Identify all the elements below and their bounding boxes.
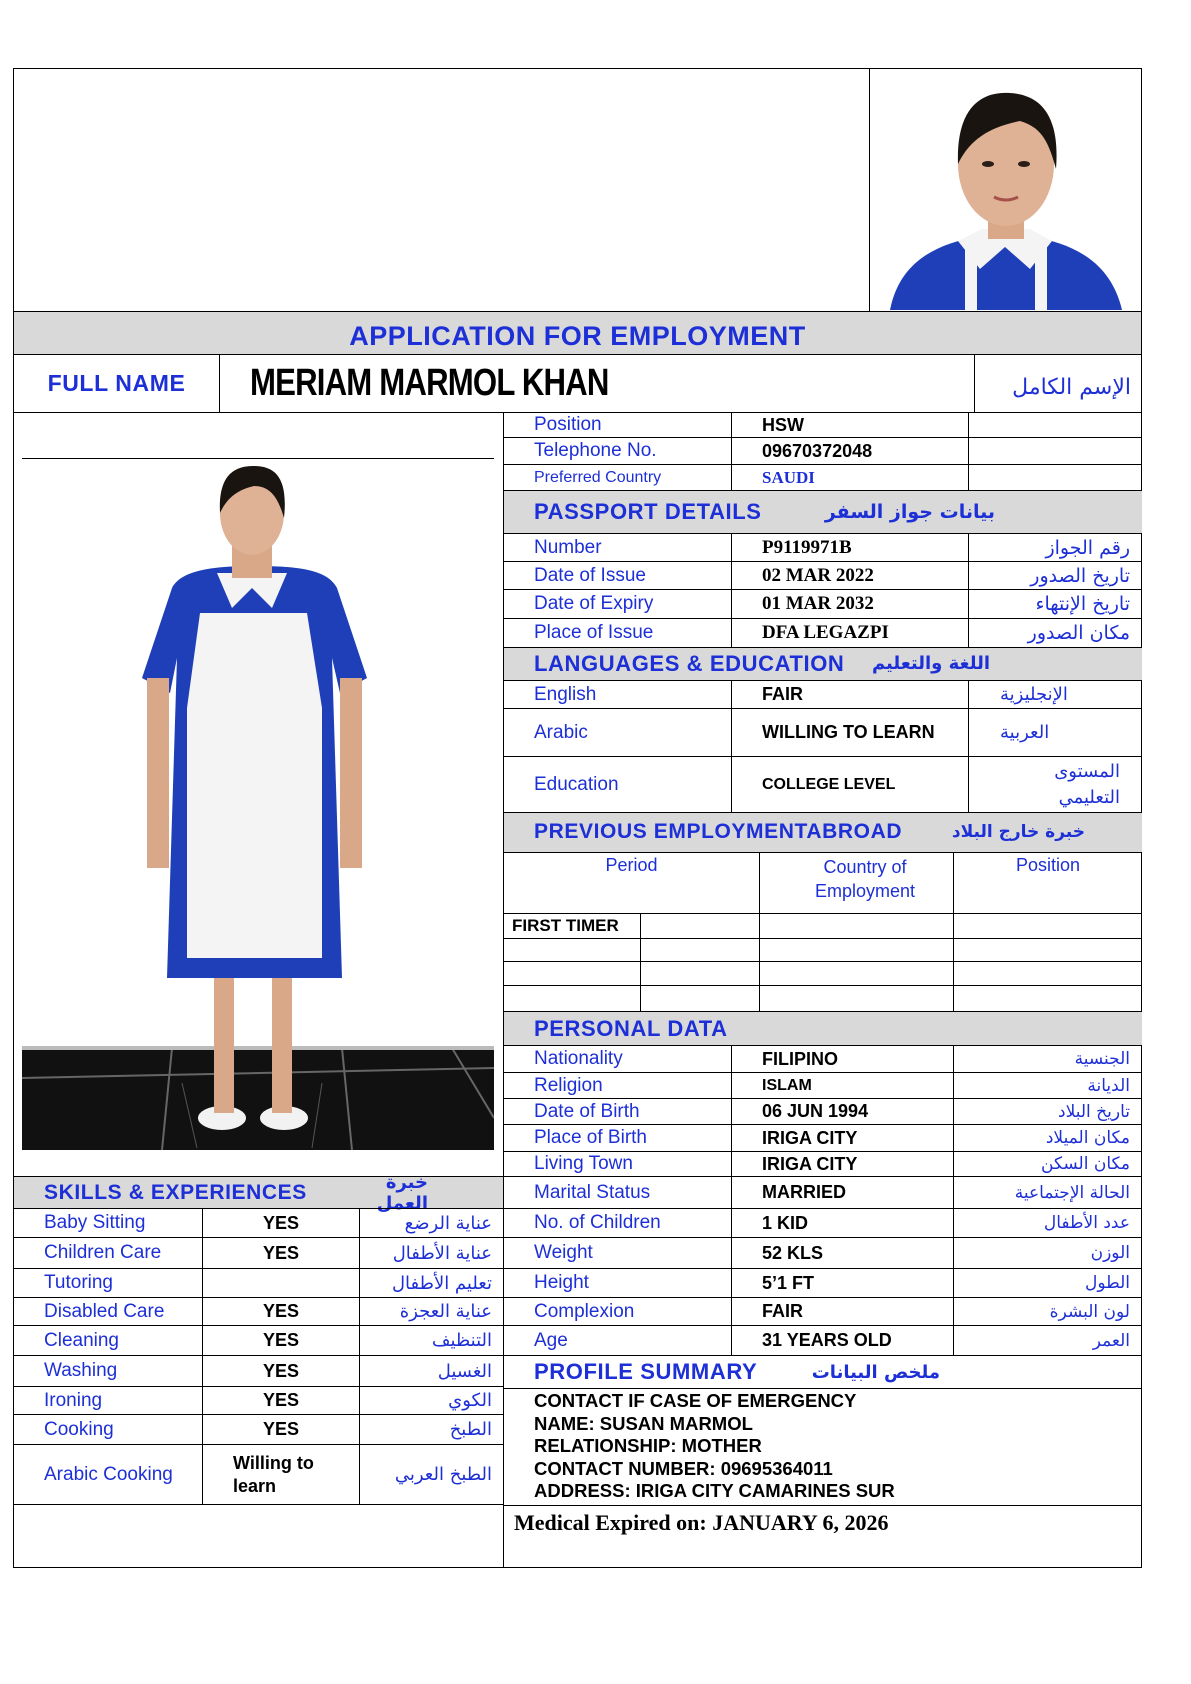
language-row-value: FAIR — [762, 684, 804, 704]
languages-title-ar: اللغة والتعليم — [871, 653, 990, 674]
personal-row-value: 31 YEARS OLD — [762, 1330, 892, 1350]
language-row-label: Education — [534, 773, 619, 795]
personal-row-label: Marital Status — [534, 1181, 651, 1203]
skill-row-ar: عناية الرضع — [404, 1212, 492, 1234]
skill-row-value: Willing to learn — [233, 1452, 314, 1496]
personal-row-ar: العمر — [1092, 1330, 1130, 1351]
skill-row-label: Baby Sitting — [44, 1212, 146, 1233]
full-body-photo — [22, 458, 494, 1150]
language-row-value: COLLEGE LEVEL — [762, 776, 896, 793]
photo-border — [22, 458, 494, 459]
personal-row-ar: مكان السكن — [1041, 1154, 1130, 1174]
personal-row-ar: لون البشرة — [1049, 1301, 1130, 1322]
personal-row-value: 1 KID — [762, 1212, 809, 1233]
passport-row-label: Place of Issue — [534, 622, 654, 643]
language-row-label: English — [534, 683, 597, 705]
personal-row-label: Height — [534, 1272, 589, 1293]
language-row-ar: الإنجليزية — [1000, 683, 1068, 705]
skill-row-ar: الطبخ — [449, 1419, 492, 1440]
passport-row-value: 01 MAR 2032 — [762, 593, 874, 614]
languages-title: LANGUAGES & EDUCATION — [534, 650, 845, 676]
col-country: Country of Employment — [814, 857, 916, 901]
preferred-country-label: Preferred Country — [534, 468, 662, 486]
skills-title: SKILLS & EXPERIENCES — [44, 1180, 307, 1204]
skill-row-value: YES — [262, 1419, 300, 1439]
col-position: Position — [1015, 855, 1081, 875]
skill-row-label: Cooking — [44, 1418, 114, 1440]
skill-row-ar: الغسيل — [437, 1360, 492, 1382]
passport-row-value: P9119971B — [762, 536, 852, 558]
employment-title: PREVIOUS EMPLOYMENTABROAD — [534, 820, 903, 843]
personal-row-value: 06 JUN 1994 — [762, 1101, 869, 1121]
passport-row-label: Date of Expiry — [534, 593, 654, 614]
skill-row-label: Arabic Cooking — [44, 1463, 173, 1485]
language-row-value: WILLING TO LEARN — [762, 722, 935, 742]
profile-line: NAME: SUSAN MARMOL — [534, 1412, 753, 1434]
skill-row-ar: الكوي — [448, 1390, 492, 1411]
personal-row-ar: تاريخ البلاد — [1058, 1101, 1130, 1122]
first-timer: FIRST TIMER — [512, 916, 619, 935]
personal-row-label: Date of Birth — [534, 1100, 640, 1122]
profile-title-ar: ملخص البيانات — [811, 1361, 940, 1383]
personal-row-label: No. of Children — [534, 1212, 661, 1233]
passport-row-ar: رقم الجواز — [1045, 536, 1130, 559]
skill-row-label: Cleaning — [44, 1329, 119, 1351]
passport-row-value: 02 MAR 2022 — [762, 564, 874, 586]
passport-row-label: Number — [534, 536, 602, 558]
profile-title: PROFILE SUMMARY — [534, 1359, 758, 1384]
passport-row-value: DFA LEGAZPI — [762, 622, 889, 643]
personal-row-ar: الجنسية — [1074, 1049, 1130, 1069]
form-title: APPLICATION FOR EMPLOYMENT — [14, 312, 1141, 354]
profile-line: CONTACT IF CASE OF EMERGENCY — [534, 1390, 857, 1411]
language-row-label: Arabic — [534, 721, 588, 743]
skill-row-ar: عناية الأطفال — [392, 1242, 492, 1264]
medical-expiry: Medical Expired on: JANUARY 6, 2026 — [514, 1510, 889, 1535]
personal-row-label: Complexion — [534, 1300, 635, 1322]
personal-row-ar: مكان الميلاد — [1045, 1128, 1130, 1148]
personal-row-label: Nationality — [534, 1048, 623, 1069]
skill-row-value: YES — [262, 1212, 300, 1233]
skill-row-ar: عناية العجزة — [399, 1301, 492, 1322]
passport-row-ar: تاريخ الإنتهاء — [1035, 593, 1130, 615]
skills-title-ar: خبرة العمل — [376, 1171, 428, 1214]
personal-row-label: Place of Birth — [534, 1127, 647, 1148]
personal-row-value: IRIGA CITY — [762, 1127, 858, 1148]
col-period: Period — [605, 855, 658, 875]
personal-row-ar: عدد الأطفال — [1043, 1213, 1130, 1233]
personal-row-ar: الطول — [1085, 1273, 1130, 1293]
personal-row-label: Age — [534, 1329, 568, 1351]
profile-line: RELATIONSHIP: MOTHER — [534, 1435, 762, 1456]
skill-row-ar: التنظيف — [431, 1330, 492, 1351]
language-row-ar: المستوى التعليمي — [1054, 760, 1120, 808]
personal-row-ar: الديانة — [1087, 1075, 1130, 1096]
profile-line: ADDRESS: IRIGA CITY CAMARINES SUR — [534, 1480, 895, 1501]
skill-row-label: Washing — [44, 1360, 118, 1381]
passport-row-label: Date of Issue — [534, 564, 646, 586]
language-row-ar: العربية — [1000, 721, 1050, 743]
position-value: HSW — [762, 414, 804, 435]
skill-row-value: YES — [262, 1360, 300, 1381]
personal-row-ar: الحالة الإجتماعية — [1014, 1182, 1130, 1203]
personal-row-label: Living Town — [534, 1153, 633, 1174]
skill-row-value: YES — [262, 1242, 300, 1263]
personal-row-value: 5’1 FT — [762, 1272, 815, 1293]
passport-title-ar: بيانات جواز السفر — [824, 501, 995, 523]
telephone-label: Telephone No. — [534, 440, 657, 461]
personal-row-ar: الوزن — [1090, 1243, 1130, 1263]
position-label: Position — [534, 414, 602, 435]
passport-row-ar: مكان الصدور — [1027, 622, 1130, 644]
skill-row-label: Disabled Care — [44, 1300, 165, 1322]
skill-row-value — [203, 1269, 359, 1297]
telephone-value: 09670372048 — [762, 440, 873, 461]
personal-row-value: FAIR — [762, 1301, 804, 1321]
preferred-country-value: SAUDI — [762, 467, 815, 487]
personal-row-value: ISLAM — [762, 1076, 812, 1094]
personal-row-label: Religion — [534, 1074, 603, 1096]
skill-row-label: Children Care — [44, 1242, 162, 1263]
personal-row-value: 52 KLS — [762, 1242, 824, 1263]
profile-line: CONTACT NUMBER: 09695364011 — [534, 1457, 833, 1479]
personal-row-value: FILIPINO — [762, 1048, 838, 1069]
skill-row-label: Tutoring — [44, 1272, 113, 1293]
passport-row-ar: تاريخ الصدور — [1030, 564, 1130, 587]
personal-row-value: IRIGA CITY — [762, 1153, 858, 1174]
profile-summary — [534, 1390, 1134, 1503]
skill-row-value: YES — [262, 1301, 300, 1321]
passport-title: PASSPORT DETAILS — [534, 499, 762, 524]
personal-row-value: MARRIED — [762, 1182, 846, 1202]
full-name-label: FULL NAME — [47, 370, 186, 396]
skill-row-value: YES — [262, 1390, 300, 1410]
full-name-value: MERIAM MARMOL KHAN — [250, 362, 609, 404]
skill-row-value: YES — [262, 1330, 300, 1350]
full-name-ar: الإسم الكامل — [1012, 375, 1131, 400]
personal-title: PERSONAL DATA — [534, 1015, 728, 1041]
skill-row-ar: الطبخ العربي — [394, 1464, 492, 1485]
headshot-photo — [870, 69, 1141, 310]
skill-row-ar: تعليم الأطفال — [391, 1272, 492, 1294]
employment-title-ar: خبرة خارج البلاد — [951, 822, 1085, 842]
skill-row-label: Ironing — [44, 1389, 103, 1411]
personal-row-label: Weight — [534, 1242, 593, 1263]
